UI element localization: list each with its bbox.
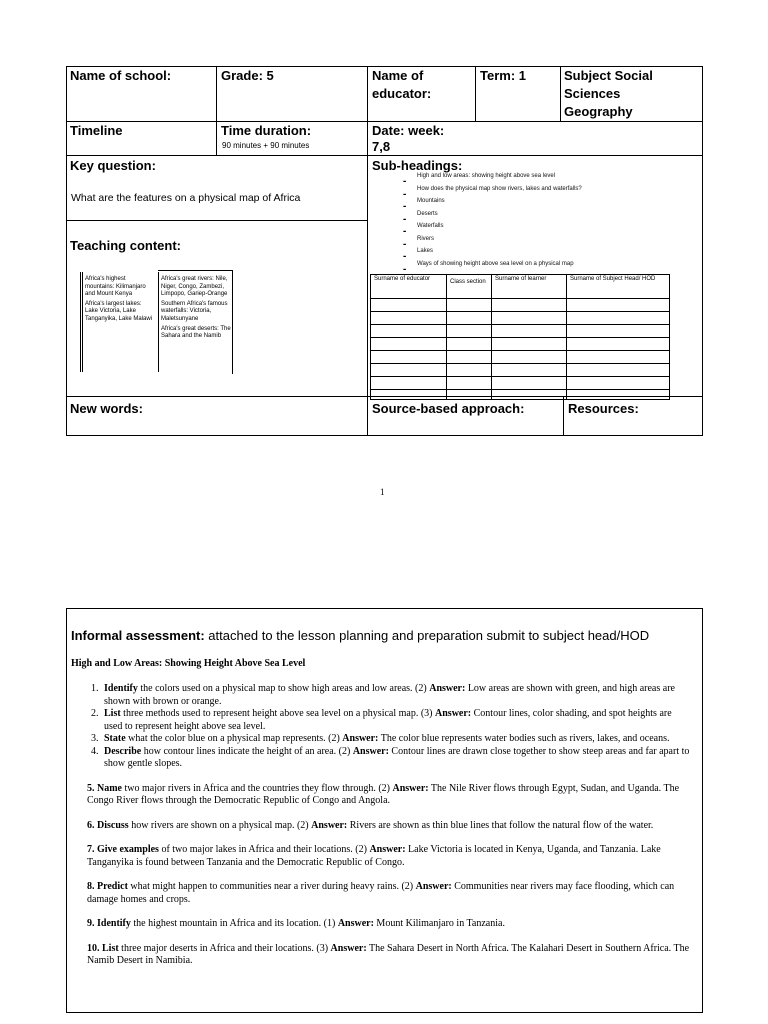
key-question-cell: [66, 155, 368, 221]
school-cell: [66, 66, 217, 122]
question-list: [87, 683, 692, 968]
question-item: 8. Predict what might happen to communities near a river during heavy rains. (2) Answer: Communities near rivers may face flooding, which can damage homes and crops.: [87, 881, 675, 905]
signoff-cell[interactable]: [447, 312, 492, 325]
signoff-cell[interactable]: [371, 338, 447, 351]
timeline-label: Timeline: [70, 123, 123, 138]
question-item: 6. Discuss how rivers are shown on a physical map. (2) Answer: Rivers are shown as thin blue lines that follow the natural flow of the water.: [87, 819, 654, 831]
teaching-content-label: Teaching content:: [70, 238, 181, 253]
duration-value: 90 minutes + 90 minutes: [222, 141, 310, 150]
school-label: Name of school:: [70, 68, 172, 83]
question-item: 5. Name two major rivers in Africa and the countries they flow through. (2) Answer: The Nile River flows through Egypt, Sudan, and Uganda. The Congo River flows through the Democratic Republic of Congo and Angola.: [87, 782, 680, 806]
signoff-cell[interactable]: [371, 364, 447, 377]
signoff-row: [371, 312, 670, 325]
duration-label: Time duration:: [221, 123, 312, 138]
subheading-list: [403, 172, 703, 275]
signoff-cell[interactable]: [492, 377, 567, 390]
signoff-cell[interactable]: [567, 364, 670, 377]
question-item: 4. Describe how contour lines indicate the height of an area. (2) Answer: Contour lines are drawn close together to show steep areas and far apart to show gentle slopes.: [101, 746, 692, 771]
question-item: 10. List three major deserts in Africa and their locations. (3) Answer: The Sahara Desert in North Africa. The Kalahari Desert in Southern Africa. The Namib Desert in Namibia.: [87, 942, 690, 966]
divider: [158, 272, 159, 372]
fact-item: Africa's great rivers: Nile, Niger, Congo, Zambezi, Limpopo, Gariep-Orange: [161, 276, 228, 298]
resources-label: Resources:: [568, 401, 639, 416]
informal-assessment: [66, 608, 703, 1013]
signoff-cell[interactable]: [567, 325, 670, 338]
signoff-table: [370, 274, 670, 400]
divider: [158, 270, 232, 271]
question-item: 9. Identify the highest mountain in Africa and its location. (1) Answer: Mount Kilimanjaro in Tanzania.: [87, 918, 505, 929]
signoff-cell[interactable]: [371, 351, 447, 364]
signoff-row: [371, 299, 670, 312]
divider: [82, 272, 83, 372]
duration-cell: [216, 121, 368, 156]
page-number: 1: [380, 487, 385, 497]
signoff-cell[interactable]: [492, 364, 567, 377]
key-question-value: What are the features on a physical map of Africa: [71, 192, 301, 204]
signoff-row: [371, 338, 670, 351]
facts-right-column: [161, 276, 231, 341]
subheading-item: - Waterfalls: [403, 223, 444, 237]
signoff-cell[interactable]: [492, 299, 567, 312]
fact-item: Africa's highest mountains: Kilimanjaro and Mount Kenya: [85, 276, 146, 298]
subheading-item: - Deserts: [403, 210, 438, 225]
signoff-cell[interactable]: [492, 338, 567, 351]
educator-label: Name of educator:: [372, 68, 432, 101]
subheading-item: - High and low areas: showing height above sea level: [403, 173, 556, 187]
question-item: 7. Give examples of two major lakes in Africa and their locations. (2) Answer: Lake Victoria is located in Kenya, Uganda, and Tanzania. Lake Tanganyika is found between Tanzania and the Democratic Republic of Congo.: [87, 844, 661, 868]
signoff-row: [371, 364, 670, 377]
question-item: 1. Identify the colors used on a physical map to show high areas and low areas. (2) Answer: Low areas are shown with green, and high areas are shown with brown or orange.: [101, 683, 692, 708]
signoff-header: Surname of Subject Head/ HOD: [567, 275, 670, 299]
term-cell: [475, 66, 561, 122]
grade-cell: [216, 66, 368, 122]
signoff-cell[interactable]: [567, 377, 670, 390]
signoff-cell[interactable]: [371, 325, 447, 338]
subject-cell: [560, 66, 703, 122]
source-label: Source-based approach:: [372, 401, 525, 416]
timeline-cell: [66, 121, 217, 156]
educator-cell: [367, 66, 476, 122]
signoff-cell[interactable]: [371, 312, 447, 325]
subheading-item: - Mountains: [403, 198, 445, 212]
source-cell: [367, 396, 564, 436]
new-words-label: New words:: [70, 401, 143, 416]
signoff-cell[interactable]: [447, 299, 492, 312]
question-item: 3. State what the color blue on a physical map represents. (2) Answer: The color blue represents water bodies such as rivers, lakes, and oceans.: [101, 733, 692, 746]
signoff-header: Surname of learner: [492, 275, 567, 299]
assessment-heading-bold: Informal assessment:: [71, 628, 205, 643]
date-cell: [367, 121, 703, 156]
subheading-item: - Ways of showing height above sea level on a physical map: [403, 260, 574, 275]
signoff-header: Class section: [447, 275, 492, 299]
signoff-cell[interactable]: [447, 338, 492, 351]
divider: [80, 272, 81, 372]
new-words-cell: [66, 396, 368, 436]
subheadings-label: Sub-headings:: [372, 158, 463, 173]
divider: [232, 270, 233, 374]
assessment-heading: [71, 628, 649, 643]
fact-item: Africa's great deserts: The Sahara and the Namib: [161, 325, 231, 340]
signoff-cell[interactable]: [567, 338, 670, 351]
africa-facts-image: [80, 272, 233, 378]
signoff-cell[interactable]: [447, 364, 492, 377]
signoff-cell[interactable]: [492, 351, 567, 364]
signoff-cell[interactable]: [567, 312, 670, 325]
fact-item: Southern Africa's famous waterfalls: Victoria, Maletsunyane: [161, 300, 228, 322]
subject-label: Subject Social Sciences Geography: [564, 68, 653, 119]
signoff-cell[interactable]: [492, 312, 567, 325]
key-question-label: Key question:: [70, 158, 156, 173]
signoff-cell[interactable]: [447, 377, 492, 390]
subheading-item: - How does the physical map show rivers, lakes and waterfalls?: [403, 185, 582, 200]
signoff-cell[interactable]: [567, 351, 670, 364]
signoff-row: [371, 377, 670, 390]
resources-cell: [563, 396, 703, 436]
assessment-heading-rest: attached to the lesson planning and preparation submit to subject head/HOD: [204, 628, 650, 643]
signoff-cell[interactable]: [447, 325, 492, 338]
signoff-cell[interactable]: [447, 351, 492, 364]
date-value: 7,8: [372, 139, 391, 154]
question-item: 2. List three methods used to represent height above sea level on a physical map. (3) Answer: Contour lines, color shading, and spot heights are used to represent height above sea level.: [101, 708, 692, 733]
signoff-cell[interactable]: [567, 299, 670, 312]
signoff-row: [371, 351, 670, 364]
signoff-cell[interactable]: [371, 299, 447, 312]
subheading-item: - Rivers: [403, 235, 435, 250]
assessment-subheading: High and Low Areas: Showing Height Above Sea Level: [71, 658, 306, 669]
grade-label: Grade: 5: [221, 68, 274, 83]
subheading-item: - Lakes: [403, 248, 434, 262]
fact-item: Africa's largest lakes: Lake Victoria, Lake Tanganyika, Lake Malawi: [85, 300, 153, 322]
signoff-cell[interactable]: [371, 377, 447, 390]
lesson-plan-form: [66, 66, 703, 436]
signoff-cell[interactable]: [492, 325, 567, 338]
signoff-row: [371, 325, 670, 338]
facts-left-column: [85, 276, 155, 324]
date-label: Date: week:: [372, 123, 445, 138]
signoff-header: Surname of educator: [371, 275, 447, 299]
term-label: Term: 1: [480, 68, 526, 83]
